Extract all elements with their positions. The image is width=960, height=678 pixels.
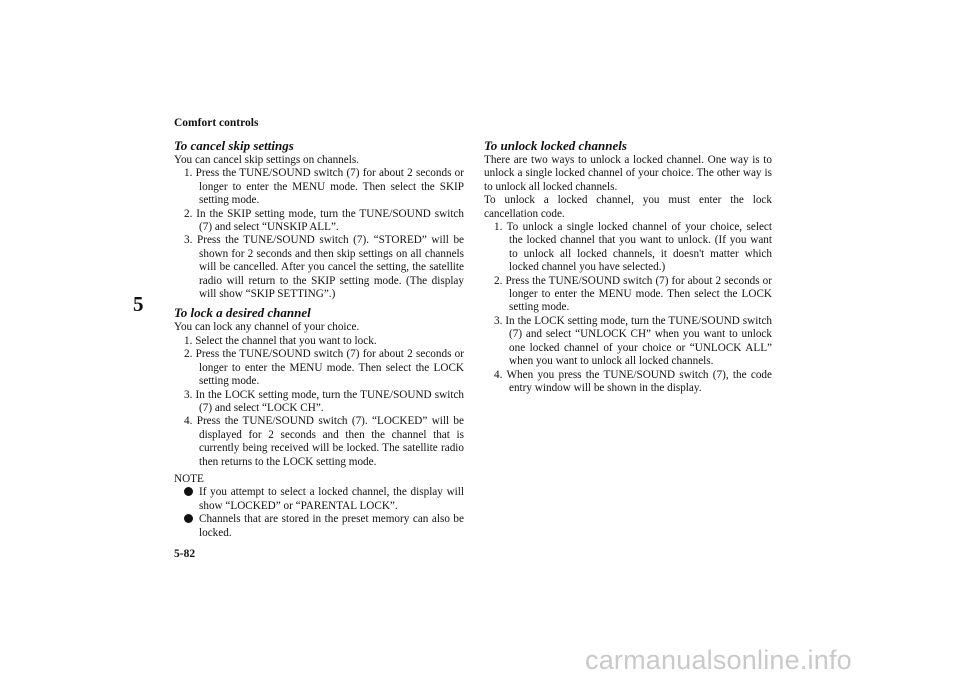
bullet-icon (184, 514, 193, 523)
lock-channel-step: 4. Press the TUNE/SOUND switch (7). “LOCKED” will be displayed for 2 seconds and then the channel that is currently being received will be locked. The satellite radio then returns to the LOCK setting mode. (184, 415, 464, 468)
lock-channel-step: 1. Select the channel that you want to lock. (184, 334, 377, 347)
unlock-intro: There are two ways to unlock a locked channel. One way is to unlock a single locked channel of your choice. The other way is to unlock all locked channels. (484, 154, 772, 193)
lock-channel-intro: You can lock any channel of your choice. (174, 321, 360, 334)
page-number: 5-82 (174, 548, 196, 560)
unlock-step: 2. Press the TUNE/SOUND switch (7) for about 2 seconds or longer to enter the MENU mode. Then select the LOCK setting mode. (494, 274, 772, 314)
lock-channel-step: 2. Press the TUNE/SOUND switch (7) for about 2 seconds or longer to enter the MENU mode. Then select the LOCK setting mode. (184, 348, 464, 388)
right-column (484, 138, 772, 395)
left-column (174, 138, 464, 540)
cancel-skip-step: 3. Press the TUNE/SOUND switch (7). “STORED” will be shown for 2 seconds and then skip settings on all channels will be cancelled. After you cancel the setting, the satellite radio will return to the SKIP setting mode. (The display will show “SKIP SETTING”.) (184, 234, 464, 301)
unlock-heading: To unlock locked channels (484, 138, 627, 153)
unlock-intro: To unlock a locked channel, you must enter the lock cancellation code. (484, 194, 772, 220)
lock-channel-step: 3. In the LOCK setting mode, turn the TUNE/SOUND switch (7) and select “LOCK CH”. (184, 388, 464, 414)
lock-channel-heading: To lock a desired channel (174, 305, 311, 321)
note-label: NOTE (174, 472, 204, 485)
chapter-tab: 5 (133, 292, 144, 316)
note-bullet (174, 486, 464, 513)
cancel-skip-step: 2. In the SKIP setting mode, turn the TUNE/SOUND switch (7) and select “UNSKIP ALL”. (184, 207, 464, 234)
bullet-icon (184, 487, 193, 496)
unlock-step: 4. When you press the TUNE/SOUND switch (7), the code entry window will be shown in the display. (494, 368, 772, 394)
note-bullet (174, 513, 464, 540)
cancel-skip-heading: To cancel skip settings (174, 138, 294, 153)
watermark-text: carmanualsonline.info (585, 645, 852, 675)
unlock-step: 3. In the LOCK setting mode, turn the TUNE/SOUND switch (7) and select “UNLOCK CH” when you want to unlock one locked channel of your choice or “UNLOCK ALL” when you want to unlock all locked channels. (494, 314, 772, 368)
note-bullet-text: If you attempt to select a locked channel, the display will show “LOCKED” or “PARENTAL LOCK”. (199, 486, 464, 512)
section-header: Comfort controls (174, 117, 259, 129)
unlock-step: 1. To unlock a single locked channel of your choice, select the locked channel that you want to unlock. (If you want to unlock all locked channels, it doesn't matter which locked channel you have selected.) (494, 221, 772, 274)
cancel-skip-intro: You can cancel skip settings on channels. (174, 154, 359, 166)
note-bullet-text: Channels that are stored in the preset memory can also be locked. (199, 513, 464, 539)
cancel-skip-step: 1. Press the TUNE/SOUND switch (7) for about 2 seconds or longer to enter the MENU mode. Then select the SKIP setting mode. (184, 167, 464, 207)
